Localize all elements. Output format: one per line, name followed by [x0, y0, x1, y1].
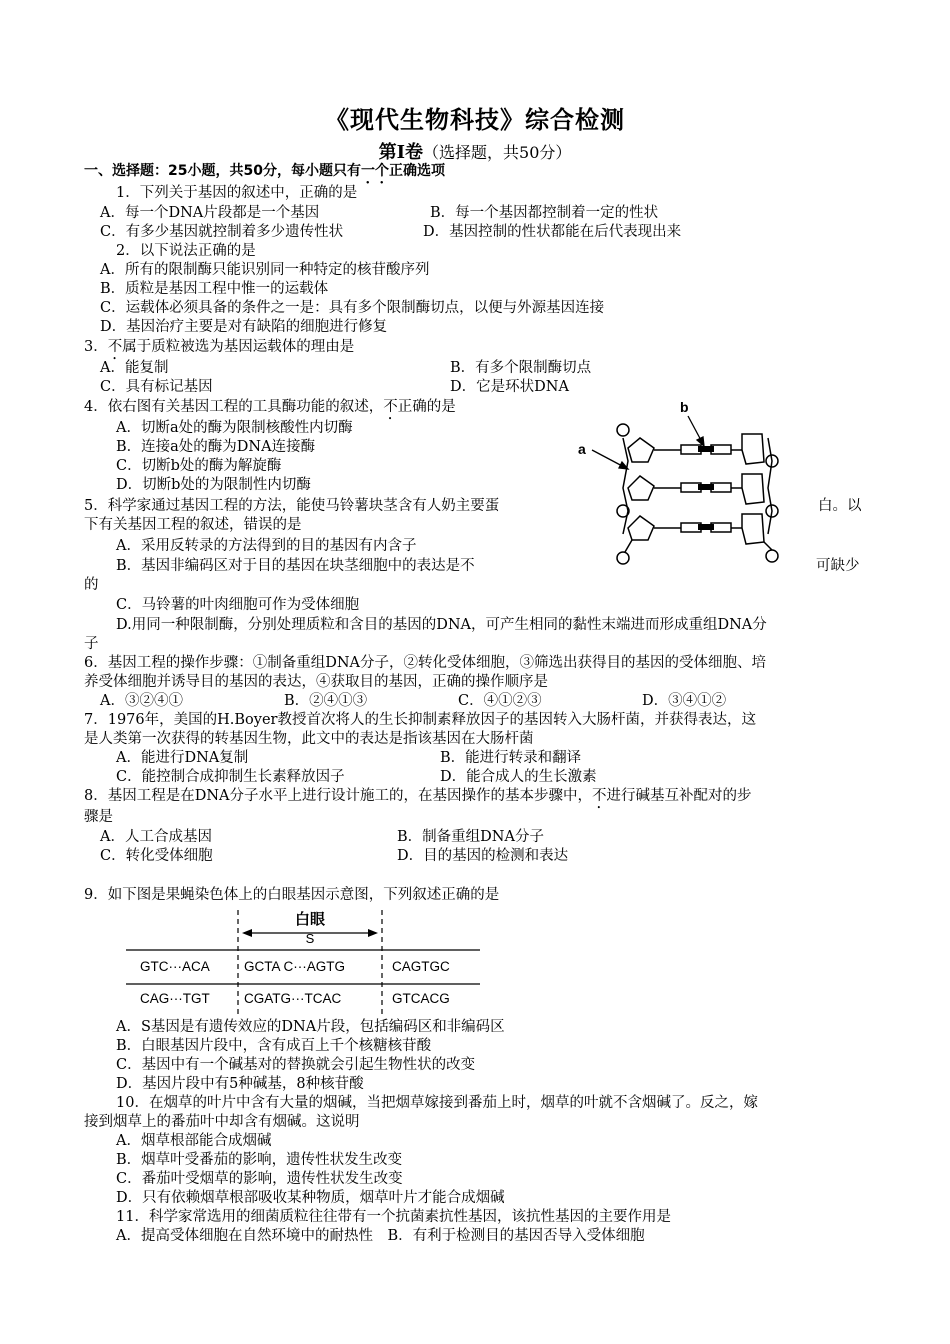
option-2a: A．所有的限制酶只能识别同一种特定的核苷酸序列 — [100, 262, 430, 278]
option-5a: A．采用反转录的方法得到的目的基因有内含子 — [116, 538, 417, 554]
q4-prefix: 4．依右图有关基因工程的工具酶功能的叙述， — [84, 399, 384, 415]
q3-prefix: 3． — [84, 339, 108, 355]
dna-enzyme-figure — [576, 398, 796, 580]
option-4d: D．切断b处的为限制性内切酶 — [116, 477, 311, 493]
option-5b: B．基因非编码区对于目的基因在块茎细胞中的表达是不 — [116, 558, 475, 574]
option-3b: B．有多个限制酶切点 — [450, 360, 592, 376]
question-7: 7．1976年，美国的H.Boyer教授首次将人的生长抑制素释放因子的基因转入大肠杆菌，并获得表达，这 — [84, 712, 756, 728]
option-7a: A．能进行DNA复制 — [116, 750, 249, 766]
option-10a: A．烟草根部能合成烟碱 — [116, 1133, 272, 1149]
section-lead: 一、选择题：25小题，共50分，每小题只有 — [84, 163, 361, 179]
volume-heading — [0, 138, 950, 164]
question-10: 10．在烟草的叶片中含有大量的烟碱，当把烟草嫁接到番茄上时，烟草的叶就不含烟碱了。反之，嫁 — [116, 1095, 758, 1111]
option-5c: C．马铃薯的叶肉细胞可作为受体细胞 — [116, 597, 360, 613]
q3-text: 属于质粒被选为基因运载体的理由是 — [122, 339, 355, 355]
option-3c: C．具有标记基因 — [100, 379, 213, 395]
option-11ab: A．提高受体细胞在自然环境中的耐热性 B．有利于检测目的基因否导入受体细胞 — [116, 1228, 645, 1244]
seq-row2-mid: CGATG···TCAC — [244, 991, 342, 1006]
q8-emphasis: 不 — [592, 788, 607, 804]
option-4c: C．切断b处的酶为解旋酶 — [116, 458, 282, 474]
question-6: 6．基因工程的操作步骤：①制备重组DNA分子，②转化受体细胞，③筛选出获得目的基因的受体细胞、培 — [84, 655, 767, 671]
question-6-line2: 养受体细胞并诱导目的基因的表达，④获取目的基因，正确的操作顺序是 — [84, 674, 548, 690]
option-2b: B．质粒是基因工程中惟一的运载体 — [100, 281, 329, 297]
q8-prefix: 8．基因工程是在DNA分子水平上进行设计施工的，在基因操作的基本步骤中， — [84, 788, 593, 804]
option-7c: C．能控制合成抑制生长素释放因子 — [116, 769, 345, 785]
label-b: b — [680, 399, 689, 415]
question-7-line2: 是人类第一次获得的转基因生物，此文中的表达是指该基因在大肠杆菌 — [84, 731, 534, 747]
option-9b: B．白眼基因片段中，含有成百上千个核糖核苷酸 — [116, 1038, 432, 1054]
option-4a: A．切断a处的酶为限制核酸性内切酶 — [116, 420, 353, 436]
option-10d: D．只有依赖烟草根部吸收某种物质，烟草叶片才能合成烟碱 — [116, 1190, 505, 1206]
option-5d: D.用同一种限制酶，分别处理质粒和含目的基因的DNA，可产生相同的黏性末端进而形成重组DNA分 — [116, 617, 767, 633]
option-5b-line2: 的 — [84, 577, 99, 593]
question-5: 5．科学家通过基因工程的方法，能使马铃薯块茎含有人奶主要蛋 — [84, 498, 500, 514]
option-8a: A．人工合成基因 — [100, 829, 212, 845]
volume-name: 第Ⅰ卷 — [378, 142, 424, 163]
option-9c: C．基因中有一个碱基对的替换就会引起生物性状的改变 — [116, 1057, 476, 1073]
page-title: 《现代生物科技》综合检测 — [325, 105, 625, 134]
q4-text: 正确的是 — [397, 399, 456, 415]
option-6b: B．②④①③ — [284, 693, 368, 709]
seq-row2-left: CAG···TGT — [140, 991, 210, 1006]
option-2d: D．基因治疗主要是对有缺陷的细胞进行修复 — [100, 319, 388, 335]
label-a: a — [578, 441, 586, 457]
gene-s-label: S — [305, 931, 315, 946]
option-3d: D．它是环状DNA — [450, 379, 569, 395]
option-5d-line2: 子 — [84, 636, 99, 652]
option-2c: C．运载体必须具备的条件之一是：具有多个限制酶切点，以便与外源基因连接 — [100, 300, 605, 316]
seq-row2-right: GTCACG — [392, 991, 450, 1006]
q8-text: 进行碱基互补配对的步 — [606, 788, 752, 804]
question-2: 2．以下说法正确的是 — [116, 243, 256, 259]
option-8c: C．转化受体细胞 — [100, 848, 213, 864]
question-10-line2: 接到烟草上的番茄叶中却含有烟碱。这说明 — [84, 1114, 360, 1130]
option-6c: C．④①②③ — [458, 693, 542, 709]
section-tail: 正确选项 — [388, 163, 445, 179]
white-eye-gene-figure — [124, 908, 486, 1018]
question-1: 1．下列关于基因的叙述中，正确的是 — [116, 185, 358, 201]
question-8-line2: 骤是 — [84, 809, 113, 825]
option-1c: C．有多少基因就控制着多少遗传性状 — [100, 224, 344, 240]
option-9d: D．基因片段中有5种碱基，8种核苷酸 — [116, 1076, 364, 1092]
question-5-line2: 下有关基因工程的叙述，错误的是 — [84, 517, 302, 533]
seq-row1-right: CAGTGC — [392, 959, 450, 974]
seq-row1-mid: GCTA C···AGTG — [244, 959, 345, 974]
dna-diagram — [576, 398, 796, 580]
option-10c: C．番茄叶受烟草的影响，遗传性状发生改变 — [116, 1171, 403, 1187]
question-9: 9．如下图是果蝇染色体上的白眼基因示意图，下列叙述正确的是 — [84, 887, 500, 903]
option-9a: A．S基因是有遗传效应的DNA片段，包括编码区和非编码区 — [116, 1019, 505, 1035]
option-1a: A．每一个DNA片段都是一个基因 — [100, 205, 320, 221]
gene-diagram — [124, 908, 486, 1018]
option-1d: D．基因控制的性状都能在后代表现出来 — [423, 224, 682, 240]
option-10b: B．烟草叶受番茄的影响，遗传性状发生改变 — [116, 1152, 403, 1168]
q4-emphasis: 不 — [383, 399, 398, 415]
q3-emphasis: 不 — [107, 339, 123, 355]
question-11: 11．科学家常选用的细菌质粒往往带有一个抗菌素抗性基因，该抗性基因的主要作用是 — [116, 1209, 671, 1225]
option-4b: B．连接a处的酶为DNA连接酶 — [116, 439, 316, 455]
option-7d: D．能合成人的生长激素 — [440, 769, 597, 785]
section-emphasis: 一个 — [360, 163, 389, 179]
seq-row1-left: GTC···ACA — [140, 959, 210, 974]
option-8b: B．制备重组DNA分子 — [397, 829, 544, 845]
question-8 — [84, 787, 752, 812]
option-5b-end: 可缺少 — [816, 558, 860, 574]
volume-note: （选择题，共50分） — [423, 143, 572, 162]
option-1b: B．每一个基因都控制着一定的性状 — [430, 205, 659, 221]
gene-header: 白眼 — [294, 911, 326, 928]
option-3a: A．能复制 — [100, 360, 169, 376]
option-8d: D．目的基因的检测和表达 — [397, 848, 569, 864]
option-6d: D．③④①② — [642, 693, 727, 709]
question-5-end: 白。以 — [818, 498, 862, 514]
option-7b: B．能进行转录和翻译 — [440, 750, 582, 766]
option-6a: A．③②④① — [100, 693, 183, 709]
